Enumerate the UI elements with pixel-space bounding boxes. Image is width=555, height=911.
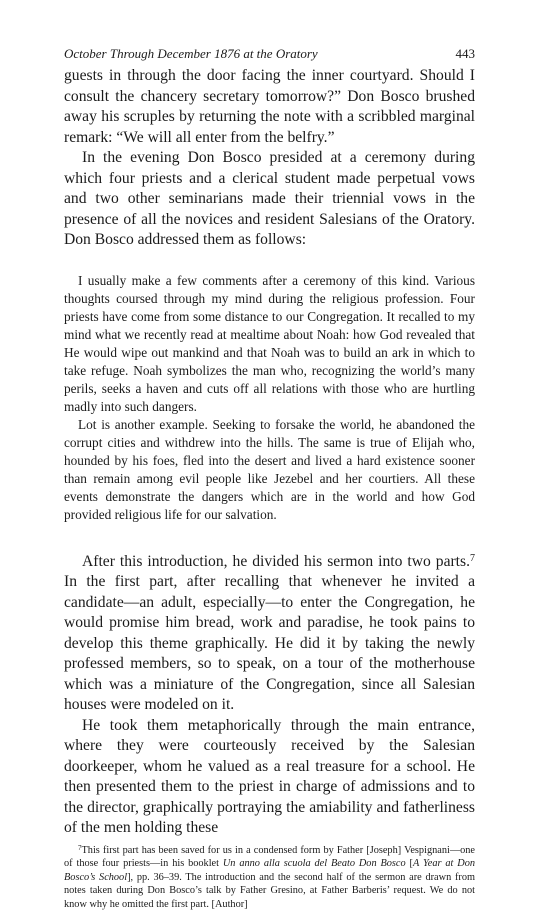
footnote-reference[interactable]: 7	[470, 553, 475, 564]
translated-title: A Year at Don Bosco’s School	[64, 858, 475, 883]
page-number: 443	[456, 46, 476, 62]
footnote-text-part: [	[406, 858, 413, 869]
paragraph: In the evening Don Bosco presided at a ceremony during which four priests and a clerical student made perpetual vows and two other seminarians made their triennial vows in the presence of all the novices and resident Salesians of the Oratory. Don Bosco addressed them as follows:	[64, 148, 475, 251]
paragraph: guests in through the door facing the inner courtyard. Should I consult the chancery secretary tomorrow?” Don Bosco brushed away his scruples by returning the note with a scribbled marginal remark: “We will all enter from the belfry.”	[64, 66, 475, 148]
running-head	[64, 46, 475, 62]
main-text	[64, 66, 475, 251]
main-text-continued	[64, 549, 475, 839]
footnote-number: 7	[78, 844, 82, 852]
block-quote	[64, 272, 475, 524]
running-head-title: October Through December 1876 at the Oratory	[64, 46, 318, 62]
footnote-text	[64, 842, 475, 911]
footnote-text-part: This first part has been saved for us in a condensed form by Father [Joseph] Vespignani—one of those four priests—in his booklet	[64, 845, 475, 870]
paragraph	[64, 549, 475, 716]
book-page	[64, 46, 475, 911]
quote-paragraph: Lot is another example. Seeking to forsake the world, he abandoned the corrupt cities and withdrew into the hills. The same is true of Elijah who, hounded by his foes, fled into the desert and lived a hard existence sooner than remain among evil people like Jezebel and her courtiers. All these events demonstrate the dangers which are in the world and how God provided religious life for our salvation.	[64, 416, 475, 524]
paragraph-text: In the first part, after recalling that whenever he invited a candidate—an adult, especially—to enter the Congregation, he would promise him bread, work and paradise, he took pains to develop this theme graphically. He did it by taking the newly professed members, so to speak, on a tour of the motherhouse which was a miniature of the Congregation, since all Salesian houses were modeled on it.	[64, 573, 475, 713]
paragraph-text: After this introduction, he divided his sermon into two parts.	[82, 553, 470, 570]
footnote-text-part: ], pp. 36–39. The introduction and the second half of the sermon are drawn from notes taken during Don Bosco’s talk by Father Gresino, at Father Barberis’ request. We do not know why he omitted the first part. [Author]	[64, 872, 475, 910]
paragraph: He took them metaphorically through the main entrance, where they were courteously received by the Salesian doorkeeper, whom he valued as a real treasure for a school. He then presented them to the priest in charge of admissions and to the director, graphically portraying the amiability and fatherliness of the men holding these	[64, 716, 475, 839]
quote-paragraph: I usually make a few comments after a ceremony of this kind. Various thoughts coursed through my mind during the religious profession. Four priests have come from some distance to our Congregation. It recalled to my mind what we recently read at mealtime about Noah: how God revealed that He would wipe out mankind and that Noah was to build an ark in which to take refuge. Noah symbolizes the man who, recognizing the world’s many perils, seeks a haven and cuts off all relations with those who are hurtling madly into such dangers.	[64, 272, 475, 416]
footnote	[64, 842, 475, 911]
book-title: Un anno alla scuola del Beato Don Bosco	[223, 858, 406, 869]
